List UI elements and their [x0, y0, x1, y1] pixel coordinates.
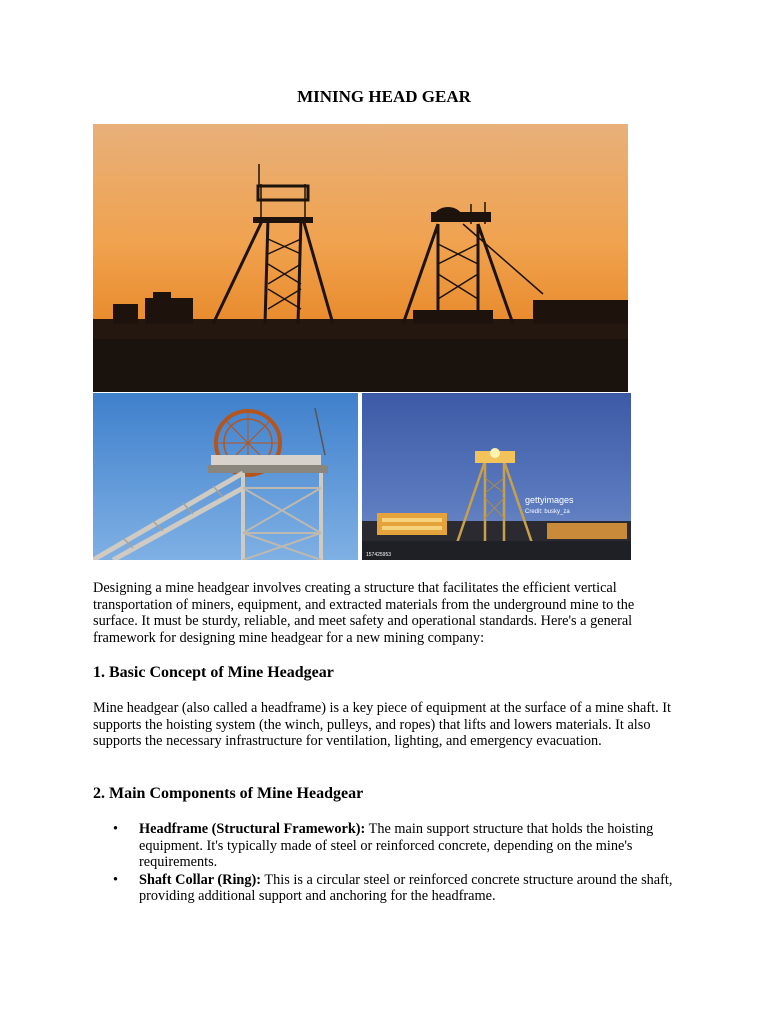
headframe-blue-sky-photo — [93, 393, 358, 560]
list-item-term: Shaft Collar (Ring): — [139, 871, 262, 888]
image-id-watermark: 157425953 — [366, 552, 392, 558]
list-item — [93, 821, 673, 871]
list-item-text: This is a circular steel or reinforced concrete structure around the shaft, providing additional support and anchoring for the headframe. — [139, 871, 673, 904]
headframes-sunset-photo — [93, 124, 628, 392]
illuminated-headframe-photo — [362, 393, 631, 560]
list-item-text: The main support structure that holds the hoisting equipment. It's typically made of steel or reinforced concrete, depending on the mine's requirements. — [139, 821, 654, 870]
basic-concept-paragraph: Mine headgear (also called a headframe) is a key piece of equipment at the surface of a mine shaft. It supports the hoisting system (the winch, pulleys, and ropes) that lifts and lowers materials. It also supports the necessary infrastructure for ventilation, lighting, and emergency evacuation. — [93, 700, 671, 749]
credit-watermark: Credit: busky_za — [525, 509, 570, 515]
section-heading-main-components: 2. Main Components of Mine Headgear — [93, 785, 364, 802]
list-item — [93, 872, 673, 905]
bullet-icon: • — [113, 871, 119, 888]
bullet-icon: • — [113, 821, 119, 837]
intro-paragraph: Designing a mine headgear involves creating a structure that facilitates the efficient vertical transportation of miners, equipment, and extracted materials from the underground mine to the surface. It must be sturdy, reliable, and meet safety and operational standards. Here's a general framework for designing mine headgear for a new mining company: — [93, 580, 635, 646]
list-item-term: Headframe (Structural Framework): — [139, 821, 366, 837]
components-list — [93, 821, 673, 906]
page-title: MINING HEAD GEAR — [297, 87, 471, 106]
getty-watermark: gettyimages — [525, 495, 574, 505]
section-heading-basic-concept: 1. Basic Concept of Mine Headgear — [93, 664, 334, 681]
